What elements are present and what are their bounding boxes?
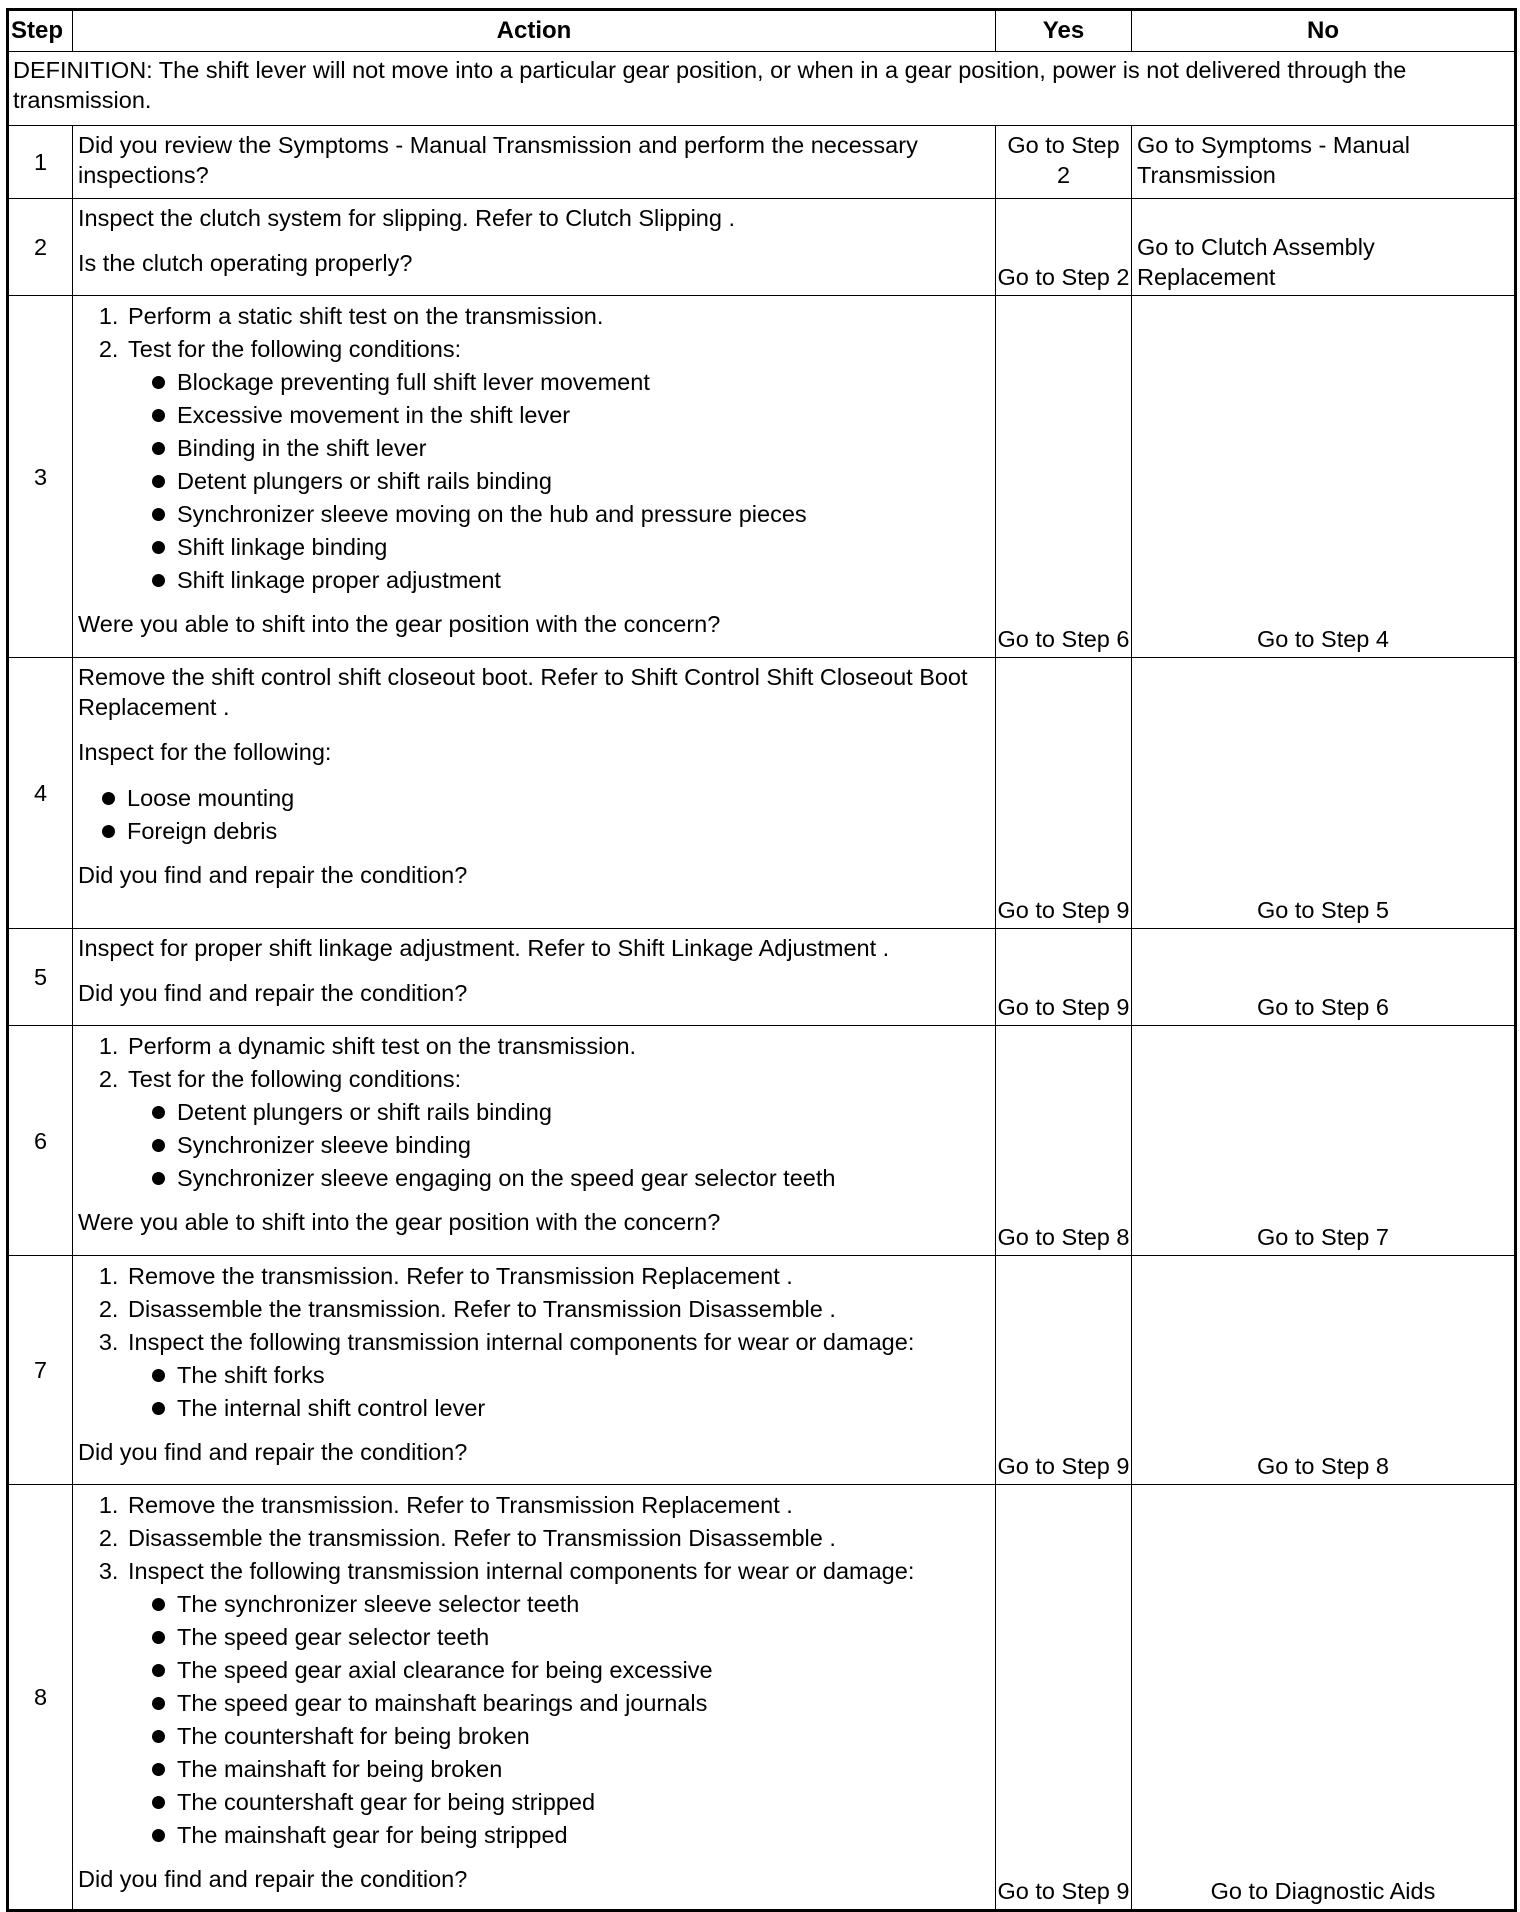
header-step: Step [8,10,73,52]
action-cell [73,1485,996,1911]
action-question: Were you able to shift into the gear position with the concern? [78,611,721,637]
yes-text: Go to Step 2 [1007,132,1120,188]
bullet-item: Loose mounting [127,782,990,815]
no-cell [1132,126,1516,199]
no-text: Go to Clutch Assembly Replacement [1137,234,1375,290]
bullet-list [128,366,990,597]
diagnostic-page [6,8,1514,1912]
table-row [8,296,1516,658]
diagnostic-table [6,8,1517,1912]
list-item-text: Inspect the following transmission internal components for wear or damage: [128,1329,915,1355]
no-cell [1132,1256,1516,1485]
action-cell [73,1026,996,1256]
action-text: Remove the shift control shift closeout boot. Refer to Shift Control Shift Closeout Boot Replacement . [78,664,968,720]
no-text: Go to Step 8 [1257,1453,1389,1479]
table-row [8,1485,1516,1911]
step-number: 7 [8,1256,73,1485]
table-row [8,1256,1516,1485]
yes-cell [996,126,1132,199]
table-row [8,1026,1516,1256]
list-item: 2. Disassemble the transmission. Refer to Transmission Disassemble . [125,1293,990,1326]
action-cell [73,1256,996,1485]
yes-text: Go to Step 9 [997,994,1130,1020]
bullet-item: Detent plungers or shift rails binding [177,465,990,498]
bullet-item: The speed gear axial clearance for being excessive [177,1654,990,1687]
action-cell [73,126,996,199]
header-yes: Yes [996,10,1132,52]
action-question: Is the clutch operating properly? [78,250,413,276]
bullet-item: Blockage preventing full shift lever movement [177,366,990,399]
table-row [8,199,1516,296]
yes-text: Go to Step 9 [997,1453,1130,1479]
bullet-item: The speed gear selector teeth [177,1621,990,1654]
header-row [8,10,1516,52]
action-cell [73,929,996,1026]
action-question: Did you find and repair the condition? [78,862,468,888]
table-row [8,126,1516,199]
action-cell [73,658,996,929]
numbered-list [78,1260,990,1425]
bullet-item: Synchronizer sleeve engaging on the speed gear selector teeth [177,1162,990,1195]
no-text: Go to Step 6 [1257,994,1389,1020]
list-item: 1. Perform a static shift test on the transmission. [125,300,990,333]
action-text: Did you review the Symptoms - Manual Transmission and perform the necessary inspections? [78,132,918,188]
no-cell [1132,1026,1516,1256]
list-item-text: Inspect the following transmission internal components for wear or damage: [128,1558,915,1584]
list-item: 1. Perform a dynamic shift test on the transmission. [125,1030,990,1063]
list-item: 1. Remove the transmission. Refer to Transmission Replacement . [125,1260,990,1293]
bullet-item: Synchronizer sleeve moving on the hub and pressure pieces [177,498,990,531]
numbered-list [78,1489,990,1852]
no-text: Go to Step 4 [1257,626,1389,652]
bullet-item: Shift linkage binding [177,531,990,564]
action-cell [73,296,996,658]
no-cell [1132,658,1516,929]
list-item [125,333,990,597]
list-item [125,1326,990,1425]
no-cell [1132,1485,1516,1911]
list-item-text: Test for the following conditions: [128,1066,462,1092]
bullet-item: Synchronizer sleeve binding [177,1129,990,1162]
bullet-item: Detent plungers or shift rails binding [177,1096,990,1129]
yes-cell [996,1026,1132,1256]
no-cell [1132,199,1516,296]
bullet-item: The speed gear to mainshaft bearings and journals [177,1687,990,1720]
yes-cell [996,658,1132,929]
bullet-list [128,1096,990,1195]
bullet-list [128,1359,990,1425]
header-no: No [1132,10,1516,52]
bullet-item: The shift forks [177,1359,990,1392]
bullet-list [78,782,990,848]
no-text: Go to Symptoms - Manual Transmission [1137,132,1410,188]
bullet-item: Binding in the shift lever [177,432,990,465]
bullet-item: The countershaft gear for being stripped [177,1786,990,1819]
bullet-item: The internal shift control lever [177,1392,990,1425]
action-text-secondary: Inspect for the following: [78,739,332,765]
list-item: 2. Disassemble the transmission. Refer to Transmission Disassemble . [125,1522,990,1555]
bullet-item: The countershaft for being broken [177,1720,990,1753]
action-cell [73,199,996,296]
list-item-text: Test for the following conditions: [128,336,462,362]
yes-text: Go to Step 9 [997,1878,1130,1904]
step-number: 3 [8,296,73,658]
table-row [8,929,1516,1026]
list-item: 1. Remove the transmission. Refer to Transmission Replacement . [125,1489,990,1522]
yes-cell [996,929,1132,1026]
list-item [125,1063,990,1195]
bullet-item: The synchronizer sleeve selector teeth [177,1588,990,1621]
bullet-item: The mainshaft gear for being stripped [177,1819,990,1852]
step-number: 1 [8,126,73,199]
no-cell [1132,929,1516,1026]
yes-text: Go to Step 2 [997,264,1130,290]
step-number: 5 [8,929,73,1026]
numbered-list [78,300,990,597]
no-text: Go to Diagnostic Aids [1210,1878,1436,1904]
action-question: Did you find and repair the condition? [78,1439,468,1465]
bullet-item: The mainshaft for being broken [177,1753,990,1786]
yes-text: Go to Step 9 [997,897,1130,923]
bullet-item: Excessive movement in the shift lever [177,399,990,432]
yes-cell [996,1256,1132,1485]
yes-cell [996,296,1132,658]
action-text: Inspect for proper shift linkage adjustment. Refer to Shift Linkage Adjustment . [78,935,890,961]
bullet-item: Foreign debris [127,815,990,848]
table-row [8,658,1516,929]
list-item [125,1555,990,1852]
no-cell [1132,296,1516,658]
yes-cell [996,1485,1132,1911]
yes-cell [996,199,1132,296]
action-question: Were you able to shift into the gear position with the concern? [78,1209,721,1235]
definition-text: DEFINITION: The shift lever will not move into a particular gear position, or when in a gear position, power is not delivered through the transmission. [8,52,1516,126]
step-number: 8 [8,1485,73,1911]
header-action: Action [73,10,996,52]
action-question: Did you find and repair the condition? [78,980,468,1006]
action-question: Did you find and repair the condition? [78,1866,468,1892]
yes-text: Go to Step 8 [997,1224,1130,1250]
no-text: Go to Step 5 [1257,897,1389,923]
bullet-list [128,1588,990,1852]
action-text: Inspect the clutch system for slipping. Refer to Clutch Slipping . [78,205,736,231]
step-number: 2 [8,199,73,296]
step-number: 4 [8,658,73,929]
no-text: Go to Step 7 [1257,1224,1389,1250]
numbered-list [78,1030,990,1195]
bullet-item: Shift linkage proper adjustment [177,564,990,597]
step-number: 6 [8,1026,73,1256]
yes-text: Go to Step 6 [997,626,1130,652]
definition-row [8,52,1516,126]
